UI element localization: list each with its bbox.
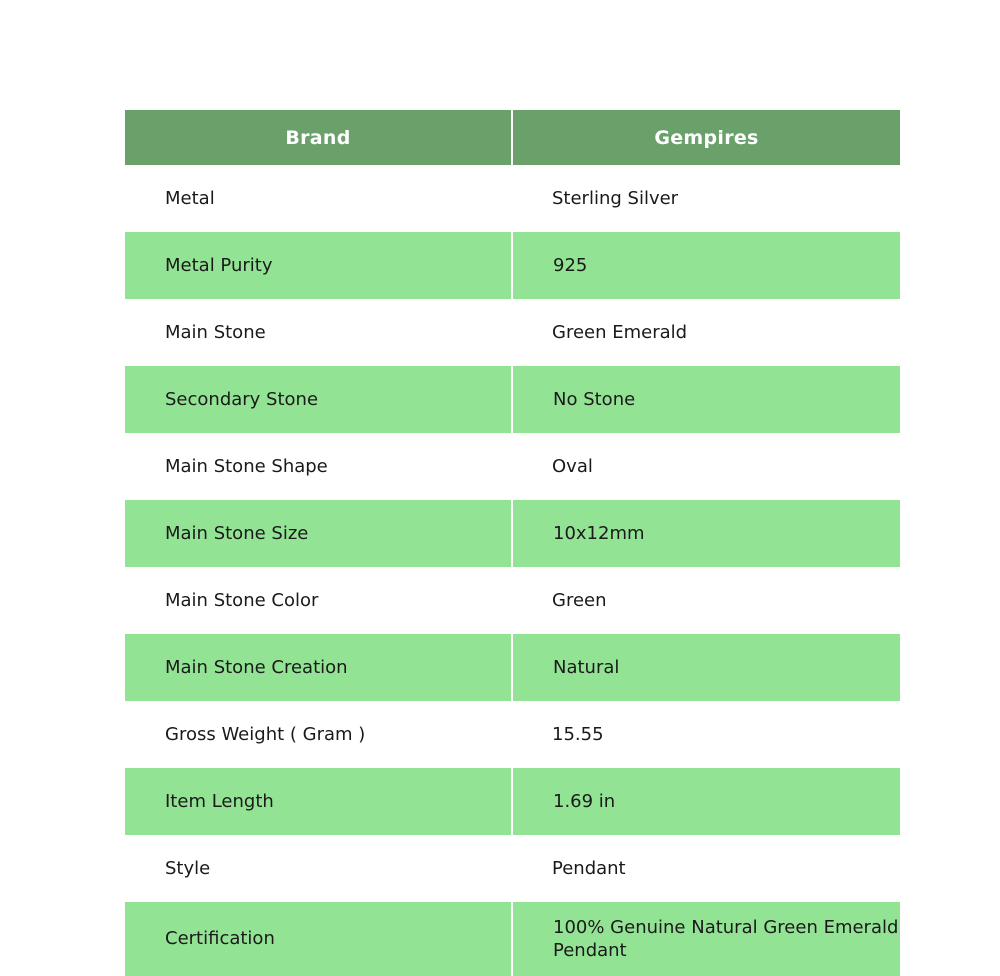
row-label-main-stone-creation: Main Stone Creation — [125, 634, 512, 701]
row-value-main-stone-color: Green — [512, 567, 900, 634]
row-label-main-stone-color: Main Stone Color — [125, 567, 512, 634]
row-label-main-stone-size: Main Stone Size — [125, 500, 512, 567]
row-value-main-stone-shape: Oval — [512, 433, 900, 500]
table-row — [125, 567, 900, 634]
table-row — [125, 500, 900, 567]
row-value-main-stone: Green Emerald — [512, 299, 900, 366]
row-label-main-stone: Main Stone — [125, 299, 512, 366]
table-row — [125, 433, 900, 500]
header-cell-gempires: Gempires — [512, 110, 900, 165]
row-label-secondary-stone: Secondary Stone — [125, 366, 512, 433]
row-value-metal-purity: 925 — [512, 232, 900, 299]
header-cell-brand: Brand — [125, 110, 512, 165]
table-row — [125, 232, 900, 299]
row-label-item-length: Item Length — [125, 768, 512, 835]
row-label-certification: Certification — [125, 902, 512, 976]
row-value-main-stone-size: 10x12mm — [512, 500, 900, 567]
row-value-gross-weight: 15.55 — [512, 701, 900, 768]
table-header-row — [125, 110, 900, 165]
row-label-gross-weight: Gross Weight ( Gram ) — [125, 701, 512, 768]
table-body — [125, 165, 900, 976]
row-label-metal: Metal — [125, 165, 512, 232]
row-label-style: Style — [125, 835, 512, 902]
table-row — [125, 835, 900, 902]
row-value-secondary-stone: No Stone — [512, 366, 900, 433]
table-row — [125, 701, 900, 768]
row-label-main-stone-shape: Main Stone Shape — [125, 433, 512, 500]
row-value-item-length: 1.69 in — [512, 768, 900, 835]
row-value-main-stone-creation: Natural — [512, 634, 900, 701]
table-row — [125, 366, 900, 433]
table-row — [125, 902, 900, 976]
table-row — [125, 768, 900, 835]
table-header — [125, 110, 900, 165]
row-value-style: Pendant — [512, 835, 900, 902]
row-label-metal-purity: Metal Purity — [125, 232, 512, 299]
table-row — [125, 299, 900, 366]
product-specification-table — [125, 110, 900, 976]
table-row — [125, 165, 900, 232]
table-row — [125, 634, 900, 701]
row-value-metal: Sterling Silver — [512, 165, 900, 232]
row-value-certification: 100% Genuine Natural Green Emerald Pendant — [512, 902, 900, 976]
